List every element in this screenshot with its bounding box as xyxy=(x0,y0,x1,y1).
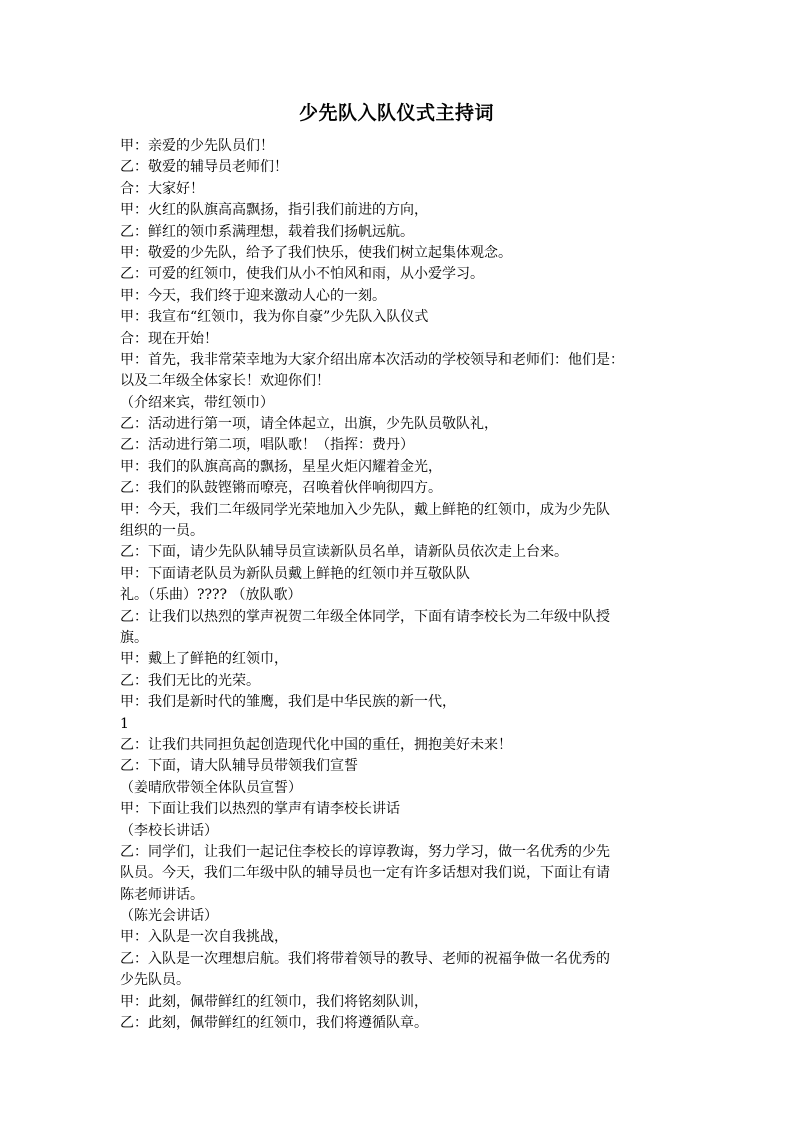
text-line: 陈老师讲话。 xyxy=(120,886,204,903)
text-line: 组织的一员。 xyxy=(120,523,204,540)
text-line: 乙：让我们共同担负起创造现代化中国的重任，拥抱美好未来！ xyxy=(120,736,512,753)
text-line: 甲：此刻，佩带鲜红的红领巾，我们将铭刻队训， xyxy=(120,993,428,1010)
text-line: 乙：下面，请大队辅导员带领我们宣誓 xyxy=(120,758,358,775)
text-line: 甲：我们是新时代的雏鹰，我们是中华民族的新一代， xyxy=(120,694,456,711)
text-line: 甲：亲爱的少先队员们！ xyxy=(120,138,274,154)
text-line: 甲：首先，我非常荣幸地为大家介绍出席本次活动的学校领导和老师们：他们是： xyxy=(120,351,624,368)
text-line: 1 xyxy=(120,715,129,732)
text-line: 礼。（乐曲）???? （放队歌） xyxy=(120,587,302,604)
text-line: 甲：我宣布“红领巾，我为你自豪”少先队入队仪式 xyxy=(120,309,429,326)
document-body xyxy=(120,136,680,1034)
text-line: 甲：下面让我们以热烈的掌声有请李校长讲话 xyxy=(120,801,400,818)
document-title: 少先队入队仪式主持词 xyxy=(298,102,494,124)
text-line: 甲：敬爱的少先队，给予了我们快乐，使我们树立起集体观念。 xyxy=(120,244,512,261)
text-line: 乙：可爱的红领巾，使我们从小不怕风和雨，从小爱学习。 xyxy=(120,266,484,283)
text-line: 合：大家好！ xyxy=(120,180,204,197)
text-line: 乙：敬爱的辅导员老师们！ xyxy=(120,159,288,176)
text-line: 甲：今天，我们二年级同学光荣地加入少先队，戴上鲜艳的红领巾，成为少先队 xyxy=(120,501,610,518)
text-line: 乙：活动进行第一项，请全体起立，出旗，少先队员敬队礼， xyxy=(120,416,498,433)
text-line: 乙：同学们，让我们一起记住李校长的谆谆教诲，努力学习，做一名优秀的少先 xyxy=(120,843,610,860)
text-line: 乙：我们的队鼓铿锵而嘹亮，召唤着伙伴响彻四方。 xyxy=(120,480,442,497)
text-line: 甲：火红的队旗高高飘扬，指引我们前进的方向， xyxy=(120,202,428,219)
text-line: 乙：活动进行第二项，唱队歌！（指挥：费丹） xyxy=(120,437,414,454)
text-line: 乙：让我们以热烈的掌声祝贺二年级全体同学，下面有请李校长为二年级中队授 xyxy=(120,608,610,625)
text-line: （姜晴欣带领全体队员宣誓） xyxy=(120,779,302,796)
text-line: 少先队员。 xyxy=(120,972,190,989)
text-line: （介绍来宾，带红领巾） xyxy=(120,394,274,411)
text-line: 乙：我们无比的光荣。 xyxy=(120,672,260,689)
text-line: 合：现在开始！ xyxy=(120,330,218,347)
text-line: 乙：入队是一次理想启航。我们将带着领导的教导、老师的祝福争做一名优秀的 xyxy=(120,950,610,967)
text-line: （李校长讲话） xyxy=(120,822,218,839)
text-line: 乙：此刻，佩带鲜红的红领巾，我们将遵循队章。 xyxy=(120,1015,428,1032)
text-line: 乙：下面，请少先队队辅导员宣读新队员名单，请新队员依次走上台来。 xyxy=(120,544,568,561)
text-line: 乙：鲜红的领巾系满理想，载着我们扬帆远航。 xyxy=(120,223,414,240)
text-line: 甲：我们的队旗高高的飘扬，星星火炬闪耀着金光， xyxy=(120,458,442,475)
text-line: 队员。今天，我们二年级中队的辅导员也一定有许多话想对我们说，下面让有请 xyxy=(120,865,610,882)
text-line: （陈光会讲话） xyxy=(120,908,218,925)
text-line: 甲：入队是一次自我挑战， xyxy=(120,929,288,946)
text-line: 以及二年级全体家长！欢迎你们！ xyxy=(120,373,330,390)
text-line: 甲：下面请老队员为新队员戴上鲜艳的红领巾并互敬队队 xyxy=(120,565,470,582)
text-line: 甲：戴上了鲜艳的红领巾， xyxy=(120,651,288,668)
text-line: 甲：今天，我们终于迎来激动人心的一刻。 xyxy=(120,287,386,304)
text-line: 旗。 xyxy=(120,629,148,646)
